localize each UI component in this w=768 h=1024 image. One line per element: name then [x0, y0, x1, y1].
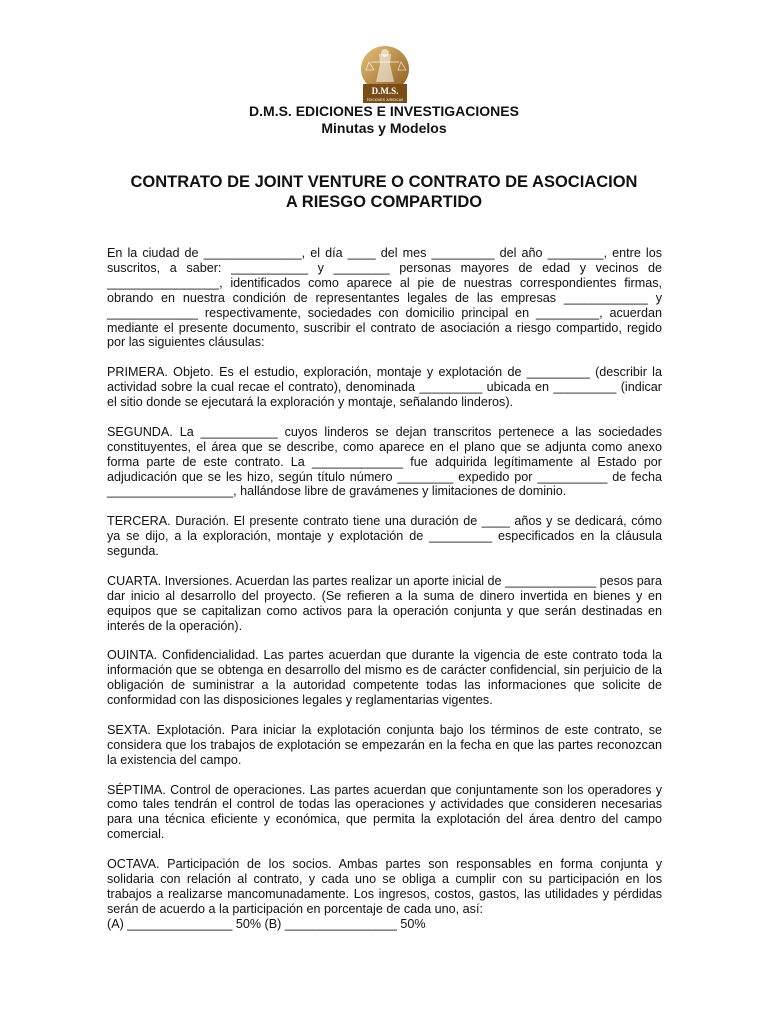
contract-body [107, 246, 662, 932]
clause-segunda: SEGUNDA. La ___________ cuyos linderos se dejan transcritos pertenece a las sociedades constituyentes, el área que se describe, como aparece en el plano que se adjunta como anexo forma parte de este contrato. La _____________ fue adquirida legítimamente al Estado por adjudicación que se les hizo, según título número ________ expedido por __________ de fecha __________________, hallándose libre de gravámenes y limitaciones de dominio. [107, 424, 662, 499]
contract-title-line1: CONTRATO DE JOINT VENTURE O CONTRATO DE ASOCIACION [130, 173, 638, 191]
clause-octava: OCTAVA. Participación de los socios. Ambas partes son responsables en forma conjunta y solidaria con relación al contrato, y cada uno se obliga a cumplir con su participación en los trabajos a realizarse mancomunadamente. Los ingresos, costos, gastos, las utilidades y pérdidas serán de acuerdo a la participación en porcentaje de cada uno, así: [107, 857, 662, 916]
contract-title-line2: A RIESGO COMPARTIDO [285, 193, 483, 211]
publisher-subtitle: Minutas y Modelos [321, 120, 447, 136]
intro-paragraph: En la ciudad de ______________, el día ____ del mes _________ del año ________, entre los suscritos, a saber: ___________ y ________ personas mayores de edad y vecinos de ________________, identificados como aparece al pie de nuestras correspondientes firmas, obrando en nuestra condición de representantes legales de las empresas ____________ y _____________ respectivamente, sociedades con domicilio principal en _________, acuerdan mediante el presente documento, suscribir el contrato de asociación a riesgo compartido, regido por las siguientes cláusulas: [107, 246, 662, 350]
clause-cuarta: CUARTA. Inversiones. Acuerdan las partes realizar un aporte inicial de _____________ pesos para dar inicio al desarrollo del proyecto. (Se refieren a la suma de dinero invertida en bienes y en equipos que se capitalizan como activos para la operación conjunta y que serán destinadas en interés de la operación). [107, 573, 662, 633]
dms-logo [357, 44, 413, 104]
svg-text:D.M.S.: D.M.S. [371, 86, 399, 96]
participation-line: (A) _______________ 50% (B) ________________ 50% [107, 916, 426, 931]
clause-quinta: OUINTA. Confidencialidad. Las partes acuerdan que durante la vigencia de este contrato toda la información que se obtenga en desarrollo del mismo es de carácter confidencial, sin perjuicio de la obligación de suministrar a la autoridad competente todas las informaciones que solicite de conformidad con las disposiciones legales y reglamentarias vigentes. [107, 648, 662, 708]
publisher-name: D.M.S. EDICIONES E INVESTIGACIONES [249, 103, 519, 119]
clause-septima: SÉPTIMA. Control de operaciones. Las partes acuerdan que conjuntamente son los operadores y como tales tendrán el control de todas las operaciones y actividades que consideren necesarias para una técnica eficiente y económica, que permita la explotación del área dentro del campo comercial. [107, 782, 662, 842]
clause-sexta: SEXTA. Explotación. Para iniciar la explotación conjunta bajo los términos de este contrato, se considera que los trabajos de explotación se empezarán en la fecha en que las partes reconozcan la existencia del campo. [107, 722, 662, 767]
clause-tercera: TERCERA. Duración. El presente contrato tiene una duración de ____ años y se dedicará, cómo ya se dijo, a la exploración, montaje y explotación de _________ especificados en la cláusula segunda. [107, 514, 662, 559]
clause-primera: PRIMERA. Objeto. Es el estudio, exploración, montaje y explotación de _________ (describir la actividad sobre la cual recae el contrato), denominada _________ ubicada en _________ (indicar el sitio donde se ejecutará la exploración y montaje, señalando linderos). [107, 365, 662, 410]
svg-text:EDICIONES JURIDICAS: EDICIONES JURIDICAS [366, 98, 404, 102]
